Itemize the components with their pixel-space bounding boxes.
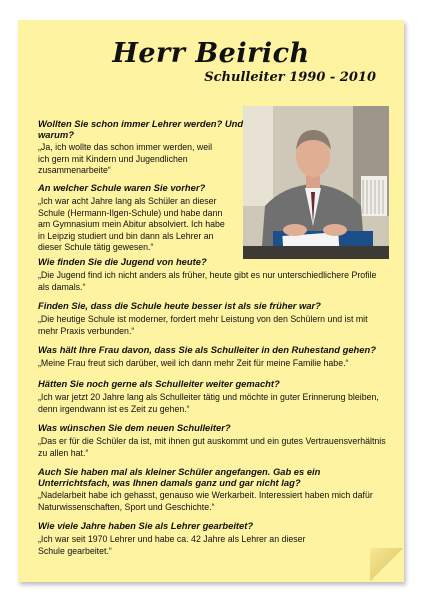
answer-9 [38,534,348,557]
answer-9-line-1: „Ich war seit 1970 Lehrer und habe ca. 42 Jahre als Lehrer an dieser [38,534,306,544]
answer-7-line-2: zu allen hat.“ [38,447,89,458]
question-8: Auch Sie haben mal als kleiner Schüler angefangen. Gab es ein Unterrichtsfach, was Ihnen damals ganz und gar nicht lag? [38,466,321,488]
answer-3-line-2: als damals.“ [38,281,86,292]
answer-1 [38,142,238,177]
answer-2-line-3: am Gymnasium mein Abitur absolviert. Ich habe [38,219,225,229]
question-9: Wie viele Jahre haben Sie als Lehrer gearbeitet? [38,520,254,531]
answer-6-line-2: denn irgendwann ist es Zeit zu gehen.“ [38,403,190,414]
answer-2 [38,196,242,254]
answer-3 [38,270,388,293]
answer-4-line-1: „Die heutige Schule ist moderner, fordert mehr Leistung von den Schülern und ist mit [38,314,368,324]
question-1: Wollten Sie schon immer Lehrer werden? Und warum? [38,118,244,140]
answer-2-line-5: dieser Schule tätig gewesen.“ [38,242,154,252]
answer-1-line-2: ich gern mit Kindern und Jugendlichen [38,153,188,164]
answer-8-line-1: „Nadelarbeit habe ich gehasst, genauso wie Werkarbeit. Interessiert haben mich dafür [38,490,373,500]
page-curl [370,548,404,582]
portrait-photo [243,106,389,259]
yellow-note-sheet [18,20,404,582]
question-4: Finden Sie, dass die Schule heute besser ist als sie früher war? [38,300,321,311]
answer-3-line-1: „Die Jugend find ich nicht anders als früher, heute gibt es nur unterschiedlichere Profile [38,270,377,280]
question-3: Wie finden Sie die Jugend von heute? [38,256,207,267]
answer-8 [38,490,388,513]
answer-7-line-1: „Das er für die Schüler da ist, mit ihnen gut auskommt und ein gutes Vertrauensverhältnis [38,436,386,446]
question-7: Was wünschen Sie dem neuen Schulleiter? [38,422,231,433]
question-5: Was hält Ihre Frau davon, dass Sie als Schulleiter in den Ruhestand gehen? [38,344,376,355]
answer-2-line-2: Schule (Hermann-Ilgen-Schule) und habe dann [38,207,223,218]
answer-5-line-1: „Meine Frau freut sich darüber, weil ich dann mehr Zeit für meine Familie habe.“ [38,358,349,368]
question-6: Hätten Sie noch gerne als Schulleiter weiter gemacht? [38,378,280,389]
answer-4 [38,314,388,337]
page-title: Herr Beirich [112,38,310,69]
answer-6 [38,392,388,415]
answer-8-line-2: Naturwissenschaften, Sport und Geschichte.“ [38,501,215,512]
answer-4-line-2: mehr Praxis verbunden.“ [38,325,135,336]
answer-9-line-2: Schule gearbeitet.“ [38,545,112,556]
question-2: An welcher Schule waren Sie vorher? [38,182,206,193]
answer-6-line-1: „Ich war jetzt 20 Jahre lang als Schulleiter tätig und möchte in guter Erinnerung bleiben, [38,392,379,402]
answer-7 [38,436,388,459]
answer-1-line-1: „Ja, ich wollte das schon immer werden, weil [38,142,213,152]
answer-2-line-4: in Leipzig studiert und bin dann als Lehrer an [38,230,214,241]
answer-2-line-1: „Ich war acht Jahre lang als Schüler an dieser [38,196,217,206]
answer-5 [38,358,388,370]
answer-1-line-3: zusammenarbeite“ [38,165,111,175]
page-subtitle: Schulleiter 1990 - 2010 [204,70,376,85]
